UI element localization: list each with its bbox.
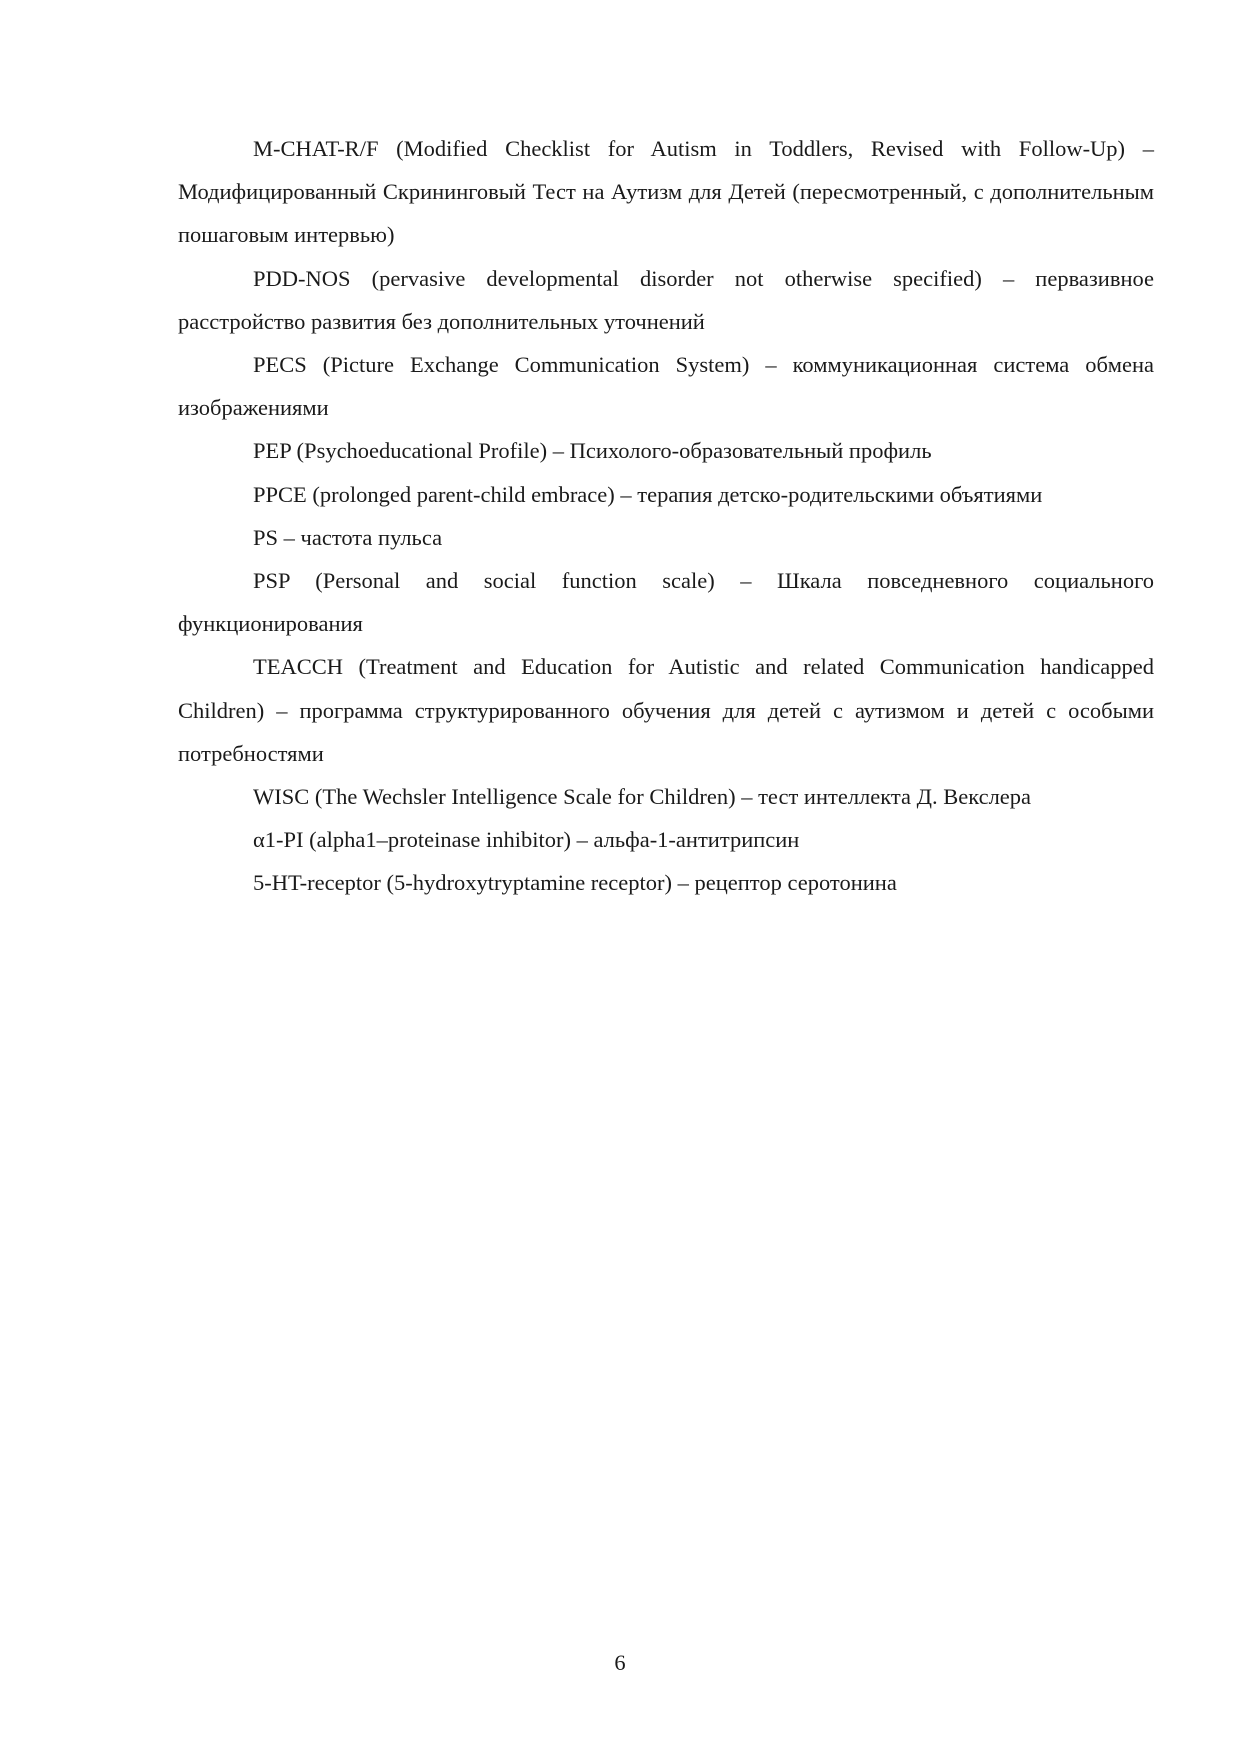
abbreviation-entry-pecs: PECS (Picture Exchange Communication System) – коммуникационная система обмена изображениями	[178, 352, 1154, 421]
abbreviation-entry-wisc: WISC (The Wechsler Intelligence Scale for Children) – тест интеллекта Д. Векслера	[253, 784, 1032, 810]
abbreviation-entry-pdd-nos: PDD-NOS (pervasive developmental disorder not otherwise specified) – первазивное расстройство развития без дополнительных уточнений	[178, 265, 1154, 334]
abbreviation-entry-ps: PS – частота пульса	[253, 524, 443, 550]
abbreviation-entry-alpha1-pi: α1-PI (alpha1–proteinase inhibitor) – альфа-1-антитрипсин	[253, 827, 800, 853]
abbreviation-list	[178, 127, 1154, 905]
abbreviation-entry-teacch: TEACCH (Treatment and Education for Autistic and related Communication handicapped Children) – программа структурированного обучения для детей с аутизмом и детей с особыми потребностями	[178, 654, 1154, 766]
abbreviation-entry-mchat: M-CHAT-R/F (Modified Checklist for Autism in Toddlers, Revised with Follow-Up) – Модифицированный Скрининговый Тест на Аутизм для Детей (пересмотренный, с дополнительным пошаговым интервью)	[178, 136, 1154, 248]
abbreviation-entry-5-ht-receptor: 5-HT-receptor (5-hydroxytryptamine receptor) – рецептор серотонина	[253, 870, 897, 896]
page-number: 6	[614, 1650, 626, 1675]
abbreviation-entry-pep: PEP (Psychoeducational Profile) – Психолого-образовательный профиль	[253, 438, 932, 464]
abbreviation-entry-psp: PSP (Personal and social function scale) – Шкала повседневного социального функционирования	[178, 568, 1154, 637]
abbreviation-entry-ppce: PPCE (prolonged parent-child embrace) – терапия детско-родительскими объятиями	[253, 481, 1043, 507]
